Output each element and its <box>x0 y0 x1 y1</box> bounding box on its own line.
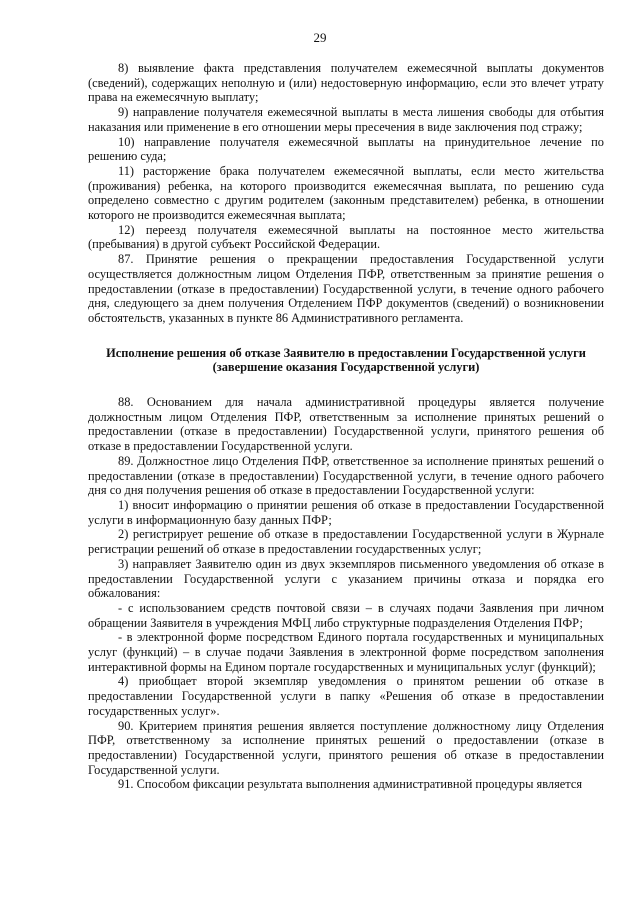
list-item-89-2: 2) регистрирует решение об отказе в предоставлении Государственной услуги в Журнале регистрации решений об отказе в предоставлении государственных услуг; <box>88 527 604 557</box>
paragraph-88: 88. Основанием для начала административной процедуры является получение должностным лицом Отделения ПФР, ответственным за исполнение принятых решений о предоставлении (отказе в предоставлении) Государственной услуги, принятого решения об отказе в предоставлении Государственной услуги. <box>88 395 604 454</box>
list-item-11: 11) расторжение брака получателем ежемесячной выплаты, если место жительства (проживания) ребенка, на которого производится ежемесячная выплата, по решению суда определено совместно с другим родителем (законным представителем) ребенка, в отношении которого не производится ежемесячная выплата; <box>88 163 604 223</box>
section-heading <box>88 346 604 375</box>
list-item-89-1: 1) вносит информацию о принятии решения об отказе в предоставлении Государственной услуги в информационную базу данных ПФР; <box>88 497 604 527</box>
list-item-8: 8) выявление факта представления получателем ежемесячной выплаты документов (сведений), содержащих неполную и (или) недостоверную информацию, если это влечет утрату права на ежемесячную выплату; <box>88 61 604 105</box>
list-item-12: 12) переезд получателя ежемесячной выплаты на постоянное место жительства (пребывания) в другой субъект Российской Федерации. <box>88 222 604 252</box>
list-item-89-4: 4) приобщает второй экземпляр уведомления о принятом решении об отказе в предоставлении Государственной услуги в папку «Решения об отказе в предоставлении государственных услуг». <box>88 674 604 718</box>
list-item-9: 9) направление получателя ежемесячной выплаты в места лишения свободы для отбытия наказания или применение в его отношении меры пресечения в виде заключения под стражу; <box>88 105 604 134</box>
section-heading-line2: (завершение оказания Государственной услуги) <box>212 360 480 375</box>
section-heading-line1: Исполнение решения об отказе Заявителю в предоставлении Государственной услуги <box>106 345 586 360</box>
paragraph-89: 89. Должностное лицо Отделения ПФР, ответственное за исполнение принятых решений о предоставлении (отказе в предоставлении) Государственной услуги, в течение одного рабочего дня со дня получения решения об отказе в предоставлении Государственной услуги: <box>88 453 604 498</box>
paragraph-90: 90. Критерием принятия решения является поступление должностному лицу Отделения ПФР, ответственному за исполнение принятых решений о предоставлении (отказе в предоставлении) Государственной услуги, принятого решения об отказе в предоставлении Государственной услуги. <box>88 718 604 777</box>
list-item-10: 10) направление получателя ежемесячной выплаты на принудительное лечение по решению суда; <box>88 134 604 164</box>
paragraph-91: 91. Способом фиксации результата выполнения административной процедуры является <box>118 777 583 792</box>
dash-item-electronic: - в электронной форме посредством Единого портала государственных и муниципальных услуг (функций) – в случае подачи Заявления в электронной форме посредством заполнения интерактивной формы на Едином портале государственных и муниципальных услуг (функций); <box>88 630 604 674</box>
document-body <box>88 61 604 792</box>
dash-item-postal: - с использованием средств почтовой связи – в случаях подачи Заявления при личном обращении Заявителя в учреждения МФЦ либо структурные подразделения Отделения ПФР; <box>88 600 604 630</box>
page-number: 29 <box>313 30 327 45</box>
list-item-89-3: 3) направляет Заявителю один из двух экземпляров письменного уведомления об отказе в предоставлении Государственной услуги с указанием причины отказа и порядка его обжалования: <box>88 556 604 601</box>
paragraph-87: 87. Принятие решения о прекращении предоставления Государственной услуги осуществляется должностным лицом Отделения ПФР, ответственным за принятие решения о предоставлении (отказе в предоставлении) Государственной услуги, в течение одного рабочего дня, следующего за днем получения Отделением ПФР документов (сведений) о возникновении обстоятельств, указанных в пункте 86 Административного регламента. <box>88 252 604 325</box>
